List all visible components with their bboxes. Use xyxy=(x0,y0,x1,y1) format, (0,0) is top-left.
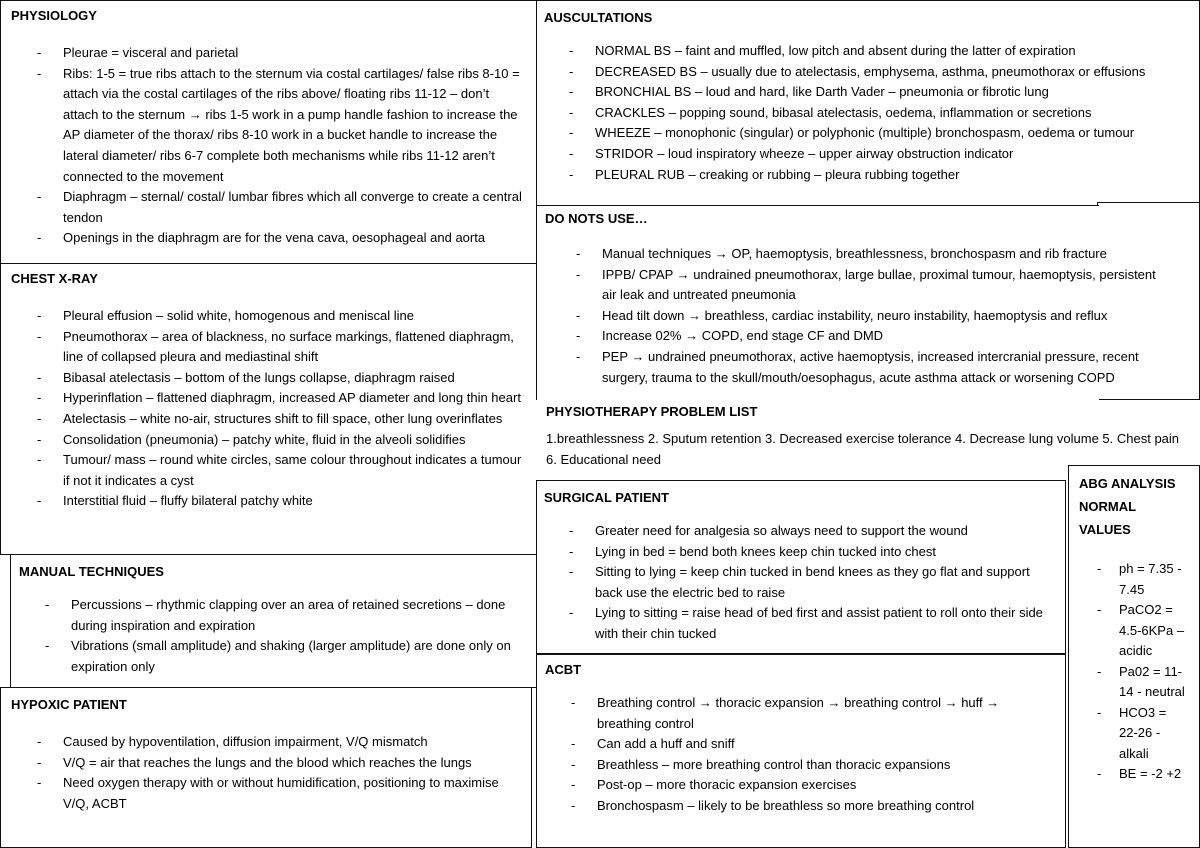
list-item: - Pleural effusion – solid white, homogenous and meniscal line xyxy=(63,306,525,327)
list-item: - HCO3 = 22-26 - alkali xyxy=(1119,703,1185,765)
hypoxic-patient-title: HYPOXIC PATIENT xyxy=(11,697,127,712)
list-item: - PEP → undrained pneumothorax, active haemoptysis, increased intercranial pressure, recent surgery, trauma to the skull/mouth/oesophagus, acute asthma attack or worsening COPD xyxy=(602,347,1170,388)
physiology-title: PHYSIOLOGY xyxy=(11,8,97,23)
list-item: - Bibasal atelectasis – bottom of the lungs collapse, diaphragm raised xyxy=(63,368,525,389)
chest-xray-section xyxy=(0,263,540,555)
list-item: - Atelectasis – white no-air, structures shift to fill space, other lung overinflates xyxy=(63,409,525,430)
list-item: - PLEURAL RUB – creaking or rubbing – pleura rubbing together xyxy=(595,165,1179,186)
list-item: - NORMAL BS – faint and muffled, low pitch and absent during the latter of expiration xyxy=(595,41,1179,62)
list-item: - Consolidation (pneumonia) – patchy white, fluid in the alveoli solidifies xyxy=(63,430,525,451)
physiology-section xyxy=(0,0,538,265)
list-item: - Ribs: 1-5 = true ribs attach to the sternum via costal cartilages/ false ribs 8-10 = attach via the costal cartilages of the ribs above/ floating ribs 11-12 – don’t attach to the sternum → ribs 1-5 work in a pump handle fashion to increase the AP diameter of the thorax/ ribs 8-10 work in a bucket handle to increase the lateral diameter/ ribs 6-7 complete both mechanisms while ribs 11-12 aren’t connected to the movement xyxy=(63,64,523,188)
auscultations-title: AUSCULTATIONS xyxy=(544,10,653,25)
manual-techniques-title: MANUAL TECHNIQUES xyxy=(19,564,164,579)
list-item: - STRIDOR – loud inspiratory wheeze – upper airway obstruction indicator xyxy=(595,144,1179,165)
abg-analysis-list xyxy=(1119,559,1185,785)
acbt-section xyxy=(536,654,1066,848)
do-nots-title: DO NOTS USE… xyxy=(545,211,648,226)
list-item: - Can add a huff and sniff xyxy=(597,734,1045,755)
list-item: - Lying to sitting = raise head of bed first and assist patient to roll onto their side with their chin tucked xyxy=(595,603,1045,644)
hypoxic-patient-section xyxy=(0,687,532,848)
manual-techniques-section xyxy=(10,554,548,688)
surgical-patient-section xyxy=(536,480,1066,654)
list-item: - Breathing control → thoracic expansion → breathing control → huff → breathing control xyxy=(597,693,1045,734)
list-item: - Caused by hypoventilation, diffusion impairment, V/Q mismatch xyxy=(63,732,517,753)
list-item: - DECREASED BS – usually due to atelectasis, emphysema, asthma, pneumothorax or effusions xyxy=(595,62,1179,83)
problem-list-section xyxy=(536,400,1180,480)
list-item: - Sitting to lying = keep chin tucked in bend knees as they go flat and support back use the electric bed to raise xyxy=(595,562,1045,603)
list-item: - Pa02 = 11-14 - neutral xyxy=(1119,662,1185,703)
auscultations-section xyxy=(536,0,1200,207)
physiology-list xyxy=(63,43,523,249)
abg-analysis-title: ABG ANALYSIS NORMAL VALUES xyxy=(1079,476,1176,537)
acbt-title: ACBT xyxy=(545,662,582,677)
list-item: - Diaphragm – sternal/ costal/ lumbar fibres which all converge to create a central tendon xyxy=(63,187,523,228)
do-nots-section xyxy=(536,205,1156,400)
list-item: - IPPB/ CPAP → undrained pneumothorax, large bullae, proximal tumour, haemoptysis, persistent air leak and untreated pneumonia xyxy=(602,265,1170,306)
list-item: - V/Q = air that reaches the lungs and the blood which reaches the lungs xyxy=(63,753,517,774)
list-item: - Bronchospasm – likely to be breathless so more breathing control xyxy=(597,796,1045,817)
list-item: - Lying in bed = bend both knees keep chin tucked into chest xyxy=(595,542,1045,563)
list-item: - Head tilt down → breathless, cardiac instability, neuro instability, haemoptysis and reflux xyxy=(602,306,1170,327)
list-item: - Pneumothorax – area of blackness, no surface markings, flattened diaphragm, line of collapsed pleura and mediastinal shift xyxy=(63,327,525,368)
list-item: - PaCO2 = 4.5-6KPa – acidic xyxy=(1119,600,1185,662)
hypoxic-patient-list xyxy=(63,732,517,814)
list-item: - CRACKLES – popping sound, bibasal atelectasis, oedema, inflammation or secretions xyxy=(595,103,1179,124)
list-item: - Manual techniques → OP, haemoptysis, breathlessness, bronchospasm and rib fracture xyxy=(602,244,1170,265)
do-nots-list xyxy=(602,244,1170,388)
list-item: - Vibrations (small amplitude) and shaking (larger amplitude) are done only on expiration only xyxy=(71,636,521,677)
list-item: - Pleurae = visceral and parietal xyxy=(63,43,523,64)
surgical-patient-title: SURGICAL PATIENT xyxy=(544,490,669,505)
list-item: - Hyperinflation – flattened diaphragm, increased AP diameter and long thin heart xyxy=(63,388,525,409)
list-item: - BE = -2 +2 xyxy=(1119,764,1185,785)
abg-analysis-section xyxy=(1068,465,1200,848)
list-item: - Greater need for analgesia so always need to support the wound xyxy=(595,521,1045,542)
chest-xray-list xyxy=(63,306,525,512)
list-item: - Need oxygen therapy with or without humidification, positioning to maximise V/Q, ACBT xyxy=(63,773,517,814)
chest-xray-title: CHEST X-RAY xyxy=(11,271,98,286)
list-item: - Post-op – more thoracic expansion exercises xyxy=(597,775,1045,796)
surgical-patient-list xyxy=(595,521,1045,645)
list-item: - Increase 02% → COPD, end stage CF and DMD xyxy=(602,326,1170,347)
list-item: - Interstitial fluid – fluffy bilateral patchy white xyxy=(63,491,525,512)
problem-list-text: 1.breathlessness 2. Sputum retention 3. Decreased exercise tolerance 4. Decrease lung volume 5. Chest pain 6. Educational need xyxy=(546,431,1180,467)
acbt-list xyxy=(597,693,1045,817)
manual-techniques-list xyxy=(71,595,521,677)
list-item: - BRONCHIAL BS – loud and hard, like Darth Vader – pneumonia or fibrotic lung xyxy=(595,82,1179,103)
problem-list-title: PHYSIOTHERAPY PROBLEM LIST xyxy=(546,404,758,419)
list-item: - Openings in the diaphragm are for the vena cava, oesophageal and aorta xyxy=(63,228,523,249)
auscultations-list xyxy=(595,41,1179,185)
list-item: - ph = 7.35 - 7.45 xyxy=(1119,559,1185,600)
list-item: - WHEEZE – monophonic (singular) or polyphonic (multiple) bronchospasm, oedema or tumour xyxy=(595,123,1179,144)
list-item: - Breathless – more breathing control than thoracic expansions xyxy=(597,755,1045,776)
list-item: - Tumour/ mass – round white circles, same colour throughout indicates a tumour if not it indicates a cyst xyxy=(63,450,525,491)
list-item: - Percussions – rhythmic clapping over an area of retained secretions – done during inspiration and expiration xyxy=(71,595,521,636)
